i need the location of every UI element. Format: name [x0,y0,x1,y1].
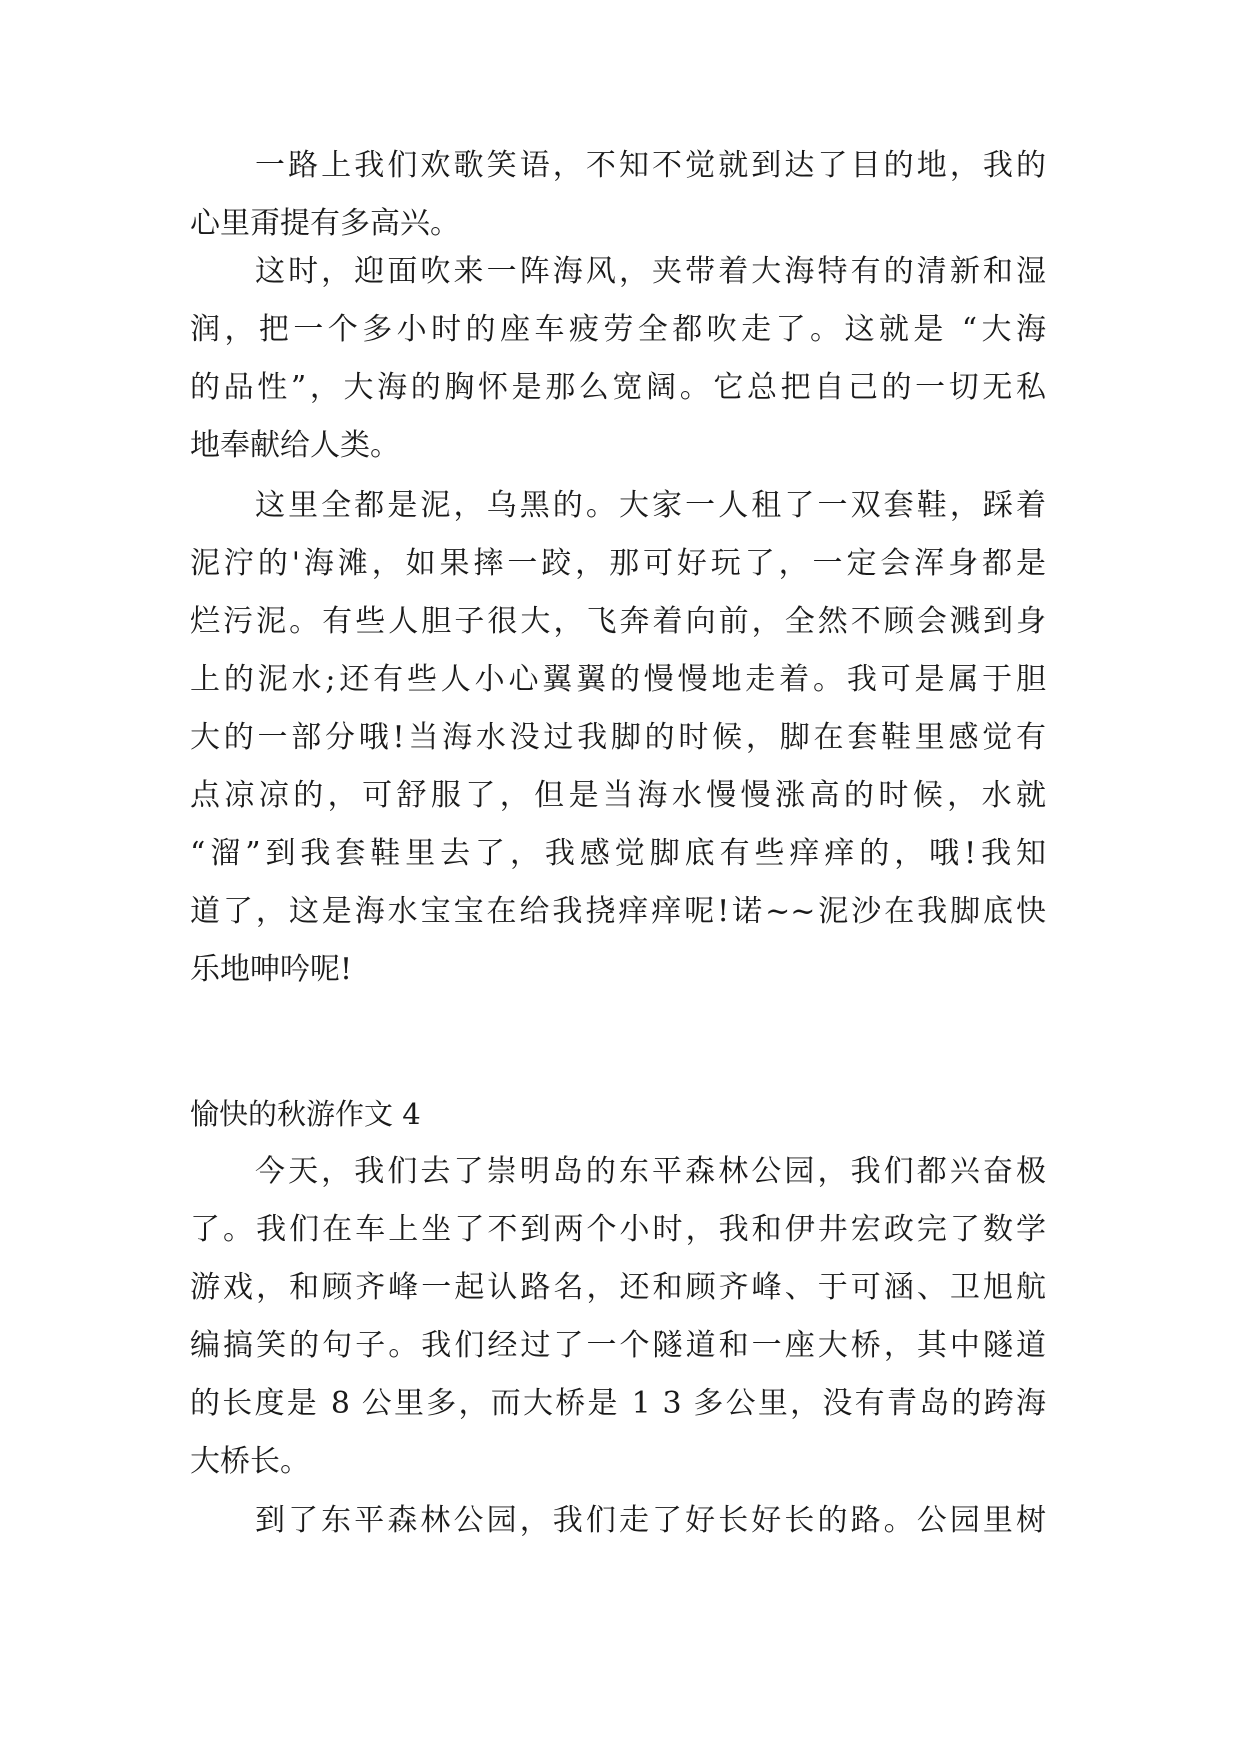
paragraph-line: 了。我们在车上坐了不到两个小时，我和伊井宏政完了数学 [190,1212,1046,1247]
paragraph-line: 这里全都是泥，乌黑的。大家一人租了一双套鞋，踩着 [255,488,1046,523]
paragraph-line: 大的一部分哦!当海水没过我脚的时候，脚在套鞋里感觉有 [190,720,1046,755]
paragraph-line: 烂污泥。有些人胆子很大，飞奔着向前，全然不顾会溅到身 [190,604,1046,639]
paragraph-line: 润，把一个多小时的座车疲劳全都吹走了。这就是 “大海 [190,312,1046,347]
paragraph-line: 到了东平森林公园，我们走了好长好长的路。公园里树 [255,1503,1046,1538]
paragraph-line: 这时，迎面吹来一阵海风，夹带着大海特有的清新和湿 [255,254,1046,289]
paragraph-line: 游戏，和顾齐峰一起认路名，还和顾齐峰、于可涵、卫旭航 [190,1270,1046,1305]
paragraph-line: 泥泞的'海滩，如果摔一跤，那可好玩了，一定会浑身都是 [190,546,1046,581]
paragraph-line: 乐地呻吟呢! [190,952,353,987]
paragraph-line: 点凉凉的，可舒服了，但是当海水慢慢涨高的时候，水就 [190,778,1046,813]
paragraph-line: 的长度是 8 公里多，而大桥是 1 3 多公里，没有青岛的跨海 [190,1386,1046,1421]
paragraph-line: 今天，我们去了崇明岛的东平森林公园，我们都兴奋极 [255,1154,1046,1189]
paragraph-line: 上的泥水;还有些人小心翼翼的慢慢地走着。我可是属于胆 [190,662,1046,697]
paragraph-line: 的品性”，大海的胸怀是那么宽阔。它总把自己的一切无私 [190,370,1046,405]
paragraph-line: 大桥长。 [190,1444,310,1479]
paragraph-line: 地奉献给人类。 [190,428,400,463]
paragraph-line: “溜”到我套鞋里去了，我感觉脚底有些痒痒的，哦!我知 [190,836,1046,871]
paragraph-line: 编搞笑的句子。我们经过了一个隧道和一座大桥，其中隧道 [190,1328,1046,1363]
section-heading: 愉快的秋游作文 4 [190,1097,421,1131]
paragraph-line: 道了，这是海水宝宝在给我挠痒痒呢!诺~~泥沙在我脚底快 [190,894,1046,929]
paragraph-line: 一路上我们欢歌笑语，不知不觉就到达了目的地，我的 [255,148,1046,183]
paragraph-line: 心里甭提有多高兴。 [190,206,460,241]
